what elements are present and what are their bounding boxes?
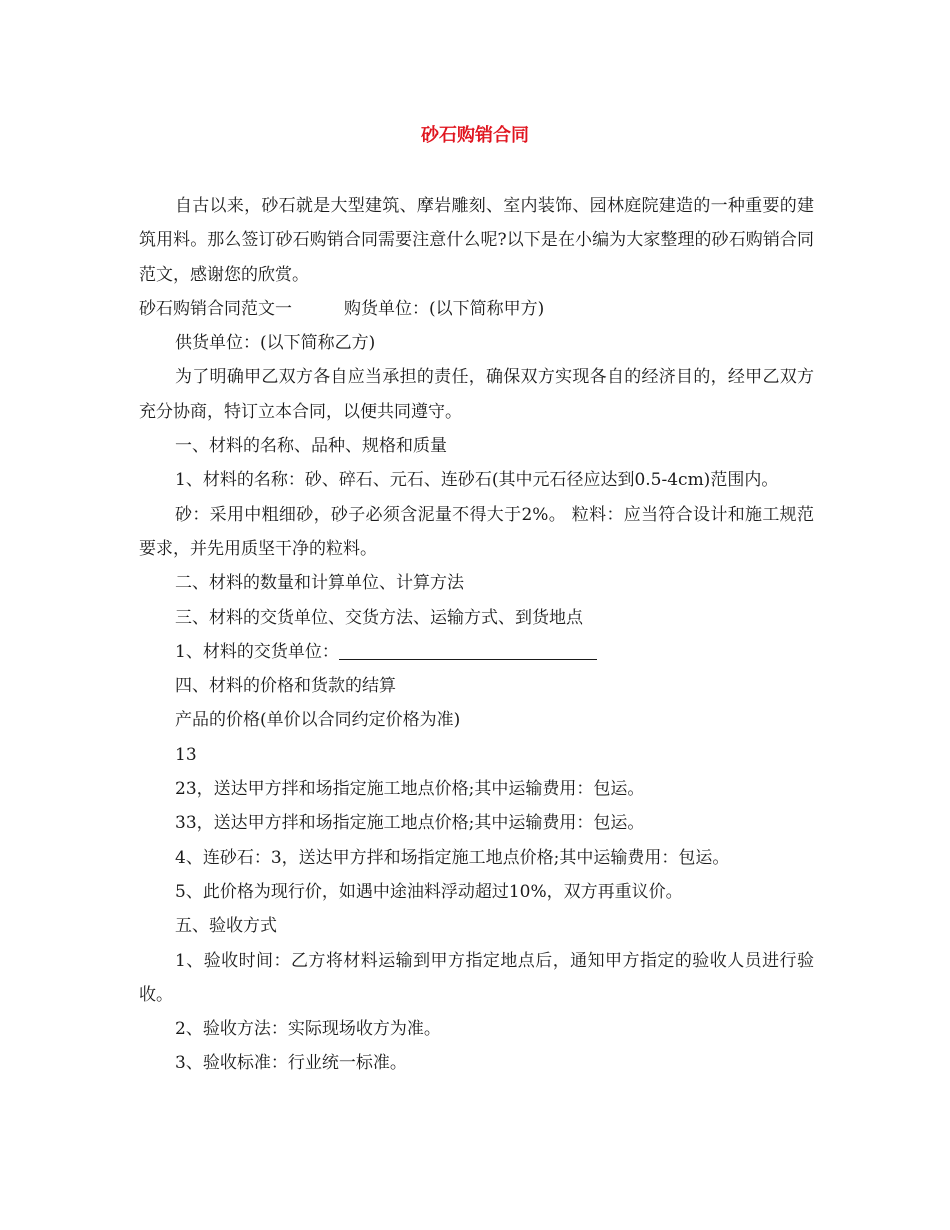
sample-heading: 砂石购销合同范文一 bbox=[139, 298, 292, 319]
document-body bbox=[139, 189, 814, 1081]
price-note: 产品的价格(单价以合同约定价格为准) bbox=[175, 710, 461, 731]
item-5-3: 3、验收标准：行业统一标准。 bbox=[175, 1053, 407, 1074]
sand-spec-paragraph: 砂：采用中粗细砂，砂子必须含泥量不得大于2%。 粒料：应当符合设计和施工规范要求，并先用质坚干净的粒料。 bbox=[139, 504, 814, 559]
section-3-heading: 三、材料的交货单位、交货方法、运输方式、到货地点 bbox=[175, 607, 583, 628]
document-title: 砂石购销合同 bbox=[421, 125, 529, 146]
item-3-1-line bbox=[139, 635, 814, 669]
supplier-line: 供货单位：(以下简称乙方) bbox=[175, 333, 376, 354]
item-5-2: 2、验收方法：实际现场收方为准。 bbox=[175, 1019, 441, 1040]
intro-paragraph: 自古以来，砂石就是大型建筑、摩岩雕刻、室内装饰、园林庭院建造的一种重要的建筑用料。那么签订砂石购销合同需要注意什么呢?以下是在小编为大家整理的砂石购销合同范文，感谢您的欣赏。 bbox=[139, 196, 814, 285]
item-4-5: 5、此价格为现行价，如遇中途油料浮动超过10%，双方再重议价。 bbox=[175, 881, 683, 902]
price-line-33: 33，送达甲方拌和场指定施工地点价格;其中运输费用：包运。 bbox=[175, 813, 645, 834]
sample-heading-line bbox=[139, 292, 814, 326]
price-line-23: 23，送达甲方拌和场指定施工地点价格;其中运输费用：包运。 bbox=[175, 779, 645, 800]
buyer-line: 购货单位：(以下简称甲方) bbox=[344, 298, 545, 319]
item-1-1: 1、材料的名称：砂、碎石、元石、连砂石(其中元石径应达到0.5-4cm)范围内。 bbox=[175, 470, 779, 491]
purpose-paragraph: 为了明确甲乙双方各自应当承担的责任，确保双方实现各自的经济目的，经甲乙双方充分协商，特订立本合同，以便共同遵守。 bbox=[139, 367, 814, 422]
item-4-4: 4、连砂石：3，送达甲方拌和场指定施工地点价格;其中运输费用：包运。 bbox=[175, 847, 730, 868]
section-4-heading: 四、材料的价格和货款的结算 bbox=[175, 676, 396, 697]
item-3-1-label: 1、材料的交货单位： bbox=[175, 641, 339, 662]
section-5-heading: 五、验收方式 bbox=[175, 916, 277, 937]
section-2-heading: 二、材料的数量和计算单位、计算方法 bbox=[175, 573, 464, 594]
item-5-1: 1、验收时间：乙方将材料运输到甲方指定地点后，通知甲方指定的验收人员进行验收。 bbox=[139, 950, 814, 1005]
price-line-13: 13 bbox=[175, 744, 197, 765]
fill-in-blank bbox=[339, 639, 597, 660]
section-1-heading: 一、材料的名称、品种、规格和质量 bbox=[175, 436, 447, 457]
